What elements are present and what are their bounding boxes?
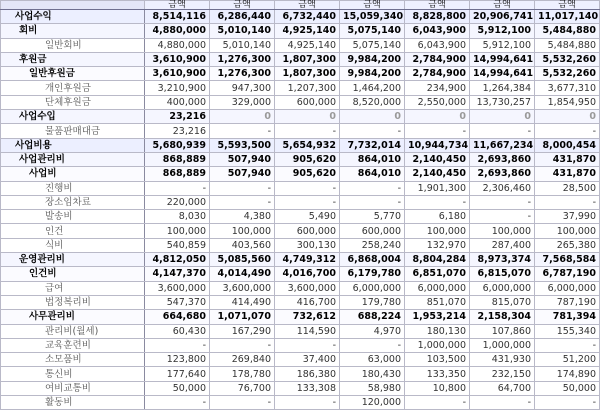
amount-cell[interactable]: 851,070 [405, 295, 470, 309]
column-header[interactable]: 금액 [405, 1, 470, 10]
amount-cell[interactable]: 100,000 [405, 224, 470, 238]
amount-cell[interactable]: 232,150 [470, 367, 535, 381]
table-row [1, 367, 600, 381]
amount-cell[interactable]: 107,860 [470, 324, 535, 338]
row-label-cell[interactable]: 사업관리비 [1, 152, 145, 166]
amount-cell[interactable]: 186,380 [275, 367, 340, 381]
row-label-cell[interactable]: 통신비 [1, 367, 145, 381]
amount-cell[interactable]: 8,828,800 [405, 10, 470, 24]
amount-cell[interactable]: 1,854,950 [535, 95, 600, 109]
amount-cell[interactable]: 100,000 [145, 224, 210, 238]
table-row [1, 338, 600, 352]
table-row [1, 67, 600, 81]
amount-cell[interactable]: 5,010,140 [210, 24, 275, 38]
amount-cell[interactable]: 28,500 [535, 181, 600, 195]
table-row [1, 81, 600, 95]
amount-cell[interactable]: 1,276,300 [210, 67, 275, 81]
column-header[interactable]: 금액 [210, 1, 275, 10]
amount-cell[interactable]: 868,889 [145, 152, 210, 166]
table-row [1, 281, 600, 295]
amount-cell[interactable]: 8,514,116 [145, 10, 210, 24]
amount-cell[interactable]: 781,394 [535, 310, 600, 324]
amount-cell[interactable]: 2,784,900 [405, 52, 470, 66]
amount-cell[interactable]: - [210, 124, 275, 138]
amount-cell[interactable]: 258,240 [340, 238, 405, 252]
amount-cell[interactable]: 13,730,257 [470, 95, 535, 109]
corner-header[interactable] [1, 1, 145, 10]
amount-cell[interactable]: - [210, 338, 275, 352]
amount-cell[interactable]: 180,130 [405, 324, 470, 338]
amount-cell[interactable]: 10,944,734 [405, 138, 470, 152]
amount-cell[interactable]: 3,210,900 [145, 81, 210, 95]
amount-cell[interactable]: 63,000 [340, 353, 405, 367]
amount-cell[interactable]: 132,970 [405, 238, 470, 252]
amount-cell[interactable]: 2,306,460 [470, 181, 535, 195]
table-row [1, 152, 600, 166]
amount-cell[interactable]: 5,085,560 [210, 253, 275, 267]
row-label-cell[interactable]: 소모품비 [1, 353, 145, 367]
amount-cell[interactable]: 177,640 [145, 367, 210, 381]
amount-cell[interactable]: - [275, 195, 340, 209]
amount-cell[interactable]: 4,880,000 [145, 24, 210, 38]
amount-cell[interactable]: - [340, 195, 405, 209]
amount-cell[interactable]: 60,430 [145, 324, 210, 338]
amount-cell[interactable]: 600,000 [275, 224, 340, 238]
amount-cell[interactable]: - [340, 124, 405, 138]
amount-cell[interactable]: 5,484,880 [535, 38, 600, 52]
amount-cell[interactable]: 103,500 [405, 353, 470, 367]
amount-cell[interactable]: 5,532,260 [535, 67, 600, 81]
amount-cell[interactable]: 416,700 [275, 295, 340, 309]
amount-cell[interactable]: 5,075,140 [340, 24, 405, 38]
amount-cell[interactable]: 414,490 [210, 295, 275, 309]
amount-cell[interactable]: 4,016,700 [275, 267, 340, 281]
amount-cell[interactable]: - [210, 181, 275, 195]
amount-cell[interactable]: 507,940 [210, 152, 275, 166]
amount-cell[interactable]: 8,520,000 [340, 95, 405, 109]
row-label-cell[interactable]: 일반후원금 [1, 67, 145, 81]
amount-cell[interactable]: 300,130 [275, 238, 340, 252]
amount-cell[interactable]: 5,912,100 [470, 38, 535, 52]
amount-cell[interactable]: 5,532,260 [535, 52, 600, 66]
row-label-cell[interactable]: 관리비(월세) [1, 324, 145, 338]
amount-cell[interactable]: 2,140,450 [405, 152, 470, 166]
amount-cell[interactable]: - [535, 338, 600, 352]
amount-cell[interactable]: 123,800 [145, 353, 210, 367]
amount-cell[interactable]: 1,264,384 [470, 81, 535, 95]
amount-cell[interactable]: 5,075,140 [340, 38, 405, 52]
column-header[interactable]: 금액 [145, 1, 210, 10]
table-row [1, 38, 600, 52]
row-label-cell[interactable]: 사업수익 [1, 10, 145, 24]
table-row [1, 224, 600, 238]
amount-cell[interactable]: 400,000 [145, 95, 210, 109]
amount-cell[interactable]: 947,300 [210, 81, 275, 95]
table-row [1, 181, 600, 195]
amount-cell[interactable]: 9,984,200 [340, 52, 405, 66]
row-label-cell[interactable]: 여비교통비 [1, 381, 145, 395]
amount-cell[interactable]: 58,980 [340, 381, 405, 395]
amount-cell[interactable]: 540,859 [145, 238, 210, 252]
row-label-cell[interactable]: 인건비 [1, 267, 145, 281]
amount-cell[interactable]: 3,677,310 [535, 81, 600, 95]
table-row [1, 381, 600, 395]
amount-cell[interactable]: 905,620 [275, 167, 340, 181]
amount-cell[interactable]: 7,568,584 [535, 253, 600, 267]
amount-cell[interactable]: 5,912,100 [470, 24, 535, 38]
amount-cell[interactable]: 600,000 [340, 224, 405, 238]
amount-cell[interactable]: 3,600,000 [210, 281, 275, 295]
row-label-cell[interactable]: 개인후원금 [1, 81, 145, 95]
amount-cell[interactable]: 2,693,860 [470, 167, 535, 181]
row-label-cell[interactable]: 장소임차료 [1, 195, 145, 209]
amount-cell[interactable]: 7,732,014 [340, 138, 405, 152]
amount-cell[interactable]: 1,953,214 [405, 310, 470, 324]
amount-cell[interactable]: 547,370 [145, 295, 210, 309]
amount-cell[interactable]: 23,216 [145, 110, 210, 124]
row-label-cell[interactable]: 회비 [1, 24, 145, 38]
amount-cell[interactable]: 14,994,641 [470, 52, 535, 66]
amount-cell[interactable]: 287,400 [470, 238, 535, 252]
column-header[interactable]: 금액 [535, 1, 600, 10]
amount-cell[interactable]: - [535, 396, 600, 410]
amount-cell[interactable]: 431,870 [535, 152, 600, 166]
amount-cell[interactable]: 0 [470, 110, 535, 124]
amount-cell[interactable]: 234,900 [405, 81, 470, 95]
amount-cell[interactable]: 1,207,300 [275, 81, 340, 95]
amount-cell[interactable]: 100,000 [210, 224, 275, 238]
amount-cell[interactable]: 4,749,312 [275, 253, 340, 267]
row-label-cell[interactable]: 사업수입 [1, 110, 145, 124]
amount-cell[interactable]: 6,815,070 [470, 267, 535, 281]
table-row [1, 396, 600, 410]
amount-cell[interactable]: 1,071,070 [210, 310, 275, 324]
amount-cell[interactable]: 1,464,200 [340, 81, 405, 95]
row-label-cell[interactable]: 진행비 [1, 181, 145, 195]
amount-cell[interactable]: - [340, 338, 405, 352]
amount-cell[interactable]: - [275, 124, 340, 138]
amount-cell[interactable]: 4,014,490 [210, 267, 275, 281]
amount-cell[interactable]: 664,680 [145, 310, 210, 324]
amount-cell[interactable]: 8,804,284 [405, 253, 470, 267]
amount-cell[interactable]: 174,890 [535, 367, 600, 381]
table-row [1, 295, 600, 309]
amount-cell[interactable]: 1,807,300 [275, 67, 340, 81]
table-row [1, 124, 600, 138]
amount-cell[interactable]: 8,000,454 [535, 138, 600, 152]
table-row [1, 195, 600, 209]
row-label-cell[interactable]: 사업비 [1, 167, 145, 181]
row-label-cell[interactable]: 발송비 [1, 210, 145, 224]
amount-cell[interactable]: 4,380 [210, 210, 275, 224]
amount-cell[interactable]: - [535, 195, 600, 209]
amount-cell[interactable]: - [405, 195, 470, 209]
amount-cell[interactable]: 8,030 [145, 210, 210, 224]
amount-cell[interactable]: 815,070 [470, 295, 535, 309]
amount-cell[interactable]: 76,700 [210, 381, 275, 395]
row-label-cell[interactable]: 급여 [1, 281, 145, 295]
amount-cell[interactable]: - [275, 396, 340, 410]
row-label-cell[interactable]: 후원금 [1, 52, 145, 66]
amount-cell[interactable]: 4,925,140 [275, 24, 340, 38]
amount-cell[interactable]: 120,000 [340, 396, 405, 410]
row-label-cell[interactable]: 운영관리비 [1, 253, 145, 267]
amount-cell[interactable]: 220,000 [145, 195, 210, 209]
amount-cell[interactable]: 10,800 [405, 381, 470, 395]
amount-cell[interactable]: 732,612 [275, 310, 340, 324]
amount-cell[interactable]: 431,870 [535, 167, 600, 181]
amount-cell[interactable]: 269,840 [210, 353, 275, 367]
amount-cell[interactable]: - [145, 396, 210, 410]
amount-cell[interactable]: 2,550,000 [405, 95, 470, 109]
amount-cell[interactable]: 431,930 [470, 353, 535, 367]
amount-cell[interactable]: 3,600,000 [275, 281, 340, 295]
amount-cell[interactable]: 180,430 [340, 367, 405, 381]
table-row [1, 253, 600, 267]
table-row [1, 310, 600, 324]
amount-cell[interactable]: 6,851,070 [405, 267, 470, 281]
amount-cell[interactable]: 6,286,440 [210, 10, 275, 24]
amount-cell[interactable]: 864,010 [340, 167, 405, 181]
amount-cell[interactable]: - [275, 181, 340, 195]
row-label-cell[interactable]: 활동비 [1, 396, 145, 410]
amount-cell[interactable]: 50,000 [145, 381, 210, 395]
amount-cell[interactable]: 9,984,200 [340, 67, 405, 81]
amount-cell[interactable]: - [535, 124, 600, 138]
amount-cell[interactable]: 905,620 [275, 152, 340, 166]
amount-cell[interactable]: 1,000,000 [470, 338, 535, 352]
amount-cell[interactable]: 100,000 [535, 224, 600, 238]
amount-cell[interactable]: 3,610,900 [145, 67, 210, 81]
amount-cell[interactable]: 64,700 [470, 381, 535, 395]
amount-cell[interactable]: 178,780 [210, 367, 275, 381]
amount-cell[interactable]: 2,140,450 [405, 167, 470, 181]
amount-cell[interactable]: 37,400 [275, 353, 340, 367]
amount-cell[interactable]: 50,000 [535, 381, 600, 395]
amount-cell[interactable]: 403,560 [210, 238, 275, 252]
amount-cell[interactable]: 0 [275, 110, 340, 124]
amount-cell[interactable]: 155,340 [535, 324, 600, 338]
row-label-cell[interactable]: 물품판매대금 [1, 124, 145, 138]
amount-cell[interactable]: - [470, 124, 535, 138]
amount-cell[interactable]: 20,906,741 [470, 10, 535, 24]
amount-cell[interactable]: 133,350 [405, 367, 470, 381]
table-row [1, 52, 600, 66]
amount-cell[interactable]: 6,180 [405, 210, 470, 224]
table-row [1, 10, 600, 24]
amount-cell[interactable]: 14,994,641 [470, 67, 535, 81]
amount-cell[interactable]: 0 [405, 110, 470, 124]
amount-cell[interactable]: - [405, 124, 470, 138]
amount-cell[interactable]: - [470, 195, 535, 209]
amount-cell[interactable]: 133,308 [275, 381, 340, 395]
table-row [1, 267, 600, 281]
amount-cell[interactable]: 787,190 [535, 295, 600, 309]
amount-cell[interactable]: 6,000,000 [470, 281, 535, 295]
amount-cell[interactable]: 179,780 [340, 295, 405, 309]
amount-cell[interactable]: 5,484,880 [535, 24, 600, 38]
table-row [1, 95, 600, 109]
column-header[interactable]: 금액 [275, 1, 340, 10]
table-row [1, 110, 600, 124]
amount-cell[interactable]: 11,667,234 [470, 138, 535, 152]
amount-cell[interactable]: 2,693,860 [470, 152, 535, 166]
table-row [1, 210, 600, 224]
amount-cell[interactable]: 6,043,900 [405, 24, 470, 38]
amount-cell[interactable]: 4,925,140 [275, 38, 340, 52]
amount-cell[interactable]: 8,973,374 [470, 253, 535, 267]
amount-cell[interactable]: 11,017,140 [535, 10, 600, 24]
amount-cell[interactable]: 0 [535, 110, 600, 124]
amount-cell[interactable]: 507,940 [210, 167, 275, 181]
amount-cell[interactable]: 6,787,190 [535, 267, 600, 281]
amount-cell[interactable]: - [145, 338, 210, 352]
amount-cell[interactable]: 1,000,000 [405, 338, 470, 352]
table-row [1, 324, 600, 338]
amount-cell[interactable]: - [210, 195, 275, 209]
amount-cell[interactable]: 6,732,440 [275, 10, 340, 24]
amount-cell[interactable]: 4,970 [340, 324, 405, 338]
amount-cell[interactable]: 4,880,000 [145, 38, 210, 52]
header-row [1, 1, 600, 10]
column-header[interactable]: 금액 [470, 1, 535, 10]
amount-cell[interactable]: - [405, 396, 470, 410]
amount-cell[interactable]: 600,000 [275, 95, 340, 109]
amount-cell[interactable]: 5,770 [340, 210, 405, 224]
amount-cell[interactable]: 167,290 [210, 324, 275, 338]
amount-cell[interactable]: 6,043,900 [405, 38, 470, 52]
amount-cell[interactable]: 864,010 [340, 152, 405, 166]
amount-cell[interactable]: 51,200 [535, 353, 600, 367]
amount-cell[interactable]: 6,000,000 [405, 281, 470, 295]
amount-cell[interactable]: - [340, 181, 405, 195]
amount-cell[interactable]: 15,059,340 [340, 10, 405, 24]
amount-cell[interactable]: 1,807,300 [275, 52, 340, 66]
amount-cell[interactable]: 5,490 [275, 210, 340, 224]
amount-cell[interactable]: 114,590 [275, 324, 340, 338]
amount-cell[interactable]: 23,216 [145, 124, 210, 138]
row-label-cell[interactable]: 식비 [1, 238, 145, 252]
row-label-cell[interactable]: 인건 [1, 224, 145, 238]
amount-cell[interactable]: - [275, 338, 340, 352]
amount-cell[interactable]: - [470, 210, 535, 224]
amount-cell[interactable]: 2,158,304 [470, 310, 535, 324]
row-label-cell[interactable]: 사무관리비 [1, 310, 145, 324]
amount-cell[interactable]: 3,600,000 [145, 281, 210, 295]
amount-cell[interactable]: 868,889 [145, 167, 210, 181]
amount-cell[interactable]: - [470, 396, 535, 410]
amount-cell[interactable]: 5,680,939 [145, 138, 210, 152]
table-row [1, 138, 600, 152]
row-label-cell[interactable]: 법정복리비 [1, 295, 145, 309]
table-row [1, 353, 600, 367]
amount-cell[interactable]: 37,990 [535, 210, 600, 224]
amount-cell[interactable]: 6,179,780 [340, 267, 405, 281]
amount-cell[interactable]: 6,000,000 [340, 281, 405, 295]
amount-cell[interactable]: 5,654,932 [275, 138, 340, 152]
amount-cell[interactable]: 1,901,300 [405, 181, 470, 195]
amount-cell[interactable]: 6,868,004 [340, 253, 405, 267]
amount-cell[interactable]: 265,380 [535, 238, 600, 252]
table-row [1, 167, 600, 181]
amount-cell[interactable]: 0 [340, 110, 405, 124]
amount-cell[interactable]: 100,000 [470, 224, 535, 238]
amount-cell[interactable]: 5,593,500 [210, 138, 275, 152]
amount-cell[interactable]: - [145, 181, 210, 195]
amount-cell[interactable]: 1,276,300 [210, 52, 275, 66]
table-row [1, 238, 600, 252]
row-label-cell[interactable]: 일반회비 [1, 38, 145, 52]
amount-cell[interactable]: - [210, 396, 275, 410]
row-label-cell[interactable]: 단체후원금 [1, 95, 145, 109]
amount-cell[interactable]: 329,000 [210, 95, 275, 109]
amount-cell[interactable]: 3,610,900 [145, 52, 210, 66]
row-label-cell[interactable]: 교육훈련비 [1, 338, 145, 352]
column-header[interactable]: 금액 [340, 1, 405, 10]
amount-cell[interactable]: 4,812,050 [145, 253, 210, 267]
amount-cell[interactable]: 6,000,000 [535, 281, 600, 295]
amount-cell[interactable]: 688,224 [340, 310, 405, 324]
amount-cell[interactable]: 4,147,370 [145, 267, 210, 281]
table-row [1, 24, 600, 38]
amount-cell[interactable]: 5,010,140 [210, 38, 275, 52]
amount-cell[interactable]: 2,784,900 [405, 67, 470, 81]
row-label-cell[interactable]: 사업비용 [1, 138, 145, 152]
amount-cell[interactable]: 0 [210, 110, 275, 124]
